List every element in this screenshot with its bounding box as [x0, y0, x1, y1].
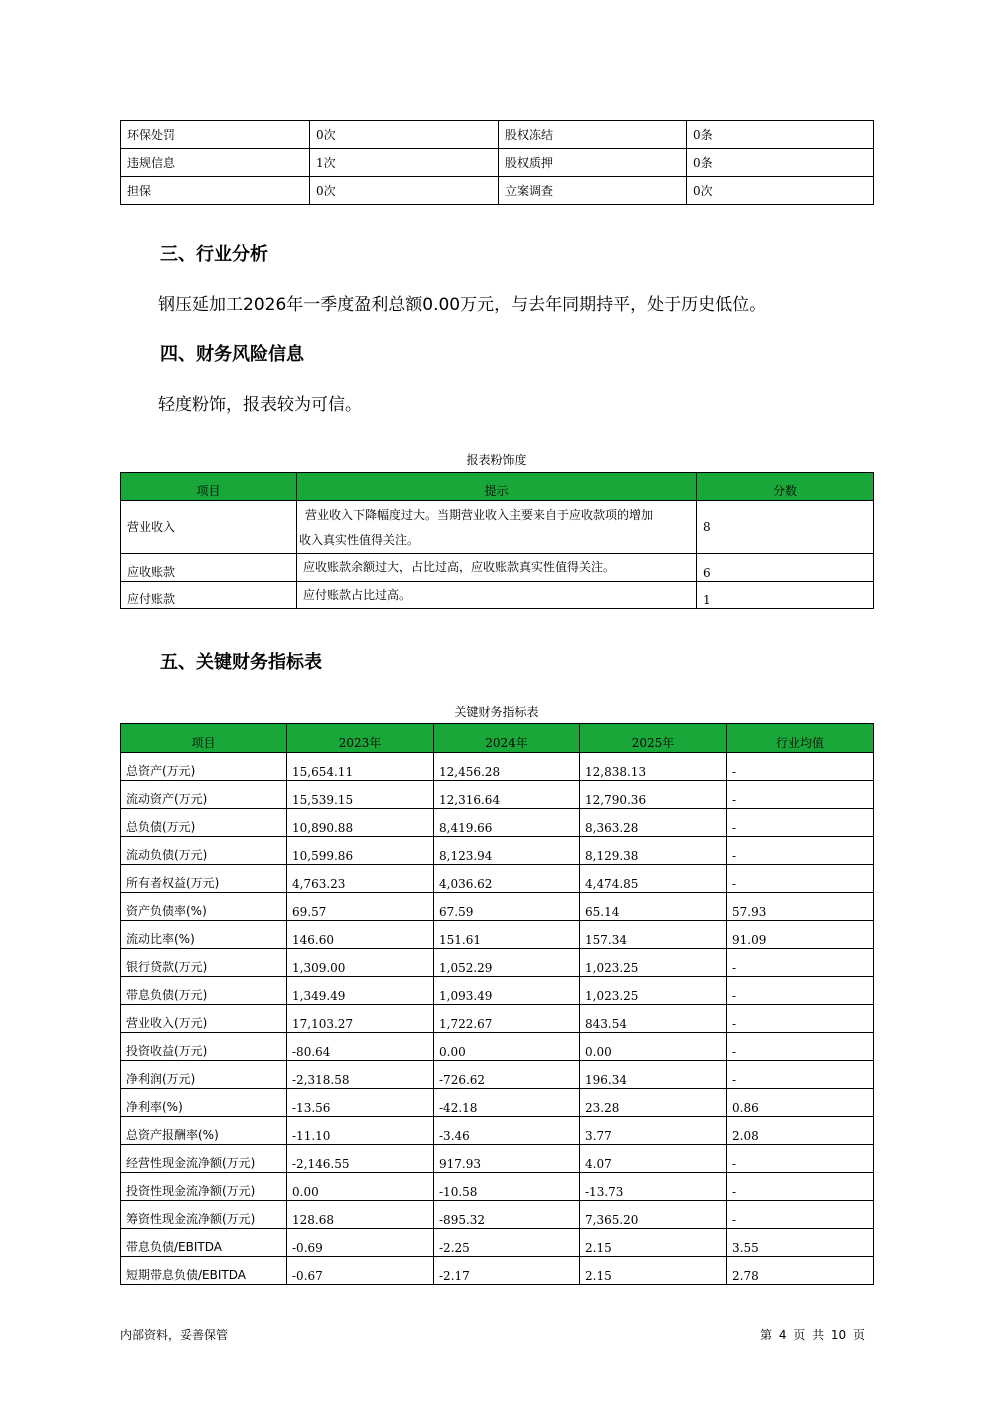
metric-value-cell: 10,599.86 [287, 837, 434, 865]
metric-value-cell: 8,123.94 [434, 837, 580, 865]
metric-value-cell: 1,052.29 [434, 949, 580, 977]
risk-row [121, 121, 874, 149]
metric-name-cell: 流动资产(万元) [121, 781, 287, 809]
metric-value-cell: 91.09 [727, 921, 874, 949]
metric-value-cell: 10,890.88 [287, 809, 434, 837]
metric-value-cell: 17,103.27 [287, 1005, 434, 1033]
metric-value-cell: -2.25 [434, 1229, 580, 1257]
fraud-hint-cell [297, 501, 697, 554]
metric-value-cell: -0.69 [287, 1229, 434, 1257]
risk-label-cell: 立案调查 [499, 177, 687, 205]
fraud-item-cell: 应收账款 [121, 554, 297, 582]
metric-value-cell: - [727, 1173, 874, 1201]
metric-value-cell: 4.07 [580, 1145, 727, 1173]
metric-name-cell: 经营性现金流净额(万元) [121, 1145, 287, 1173]
metric-value-cell: 15,539.15 [287, 781, 434, 809]
table-row [121, 977, 874, 1005]
risk-row [121, 177, 874, 205]
section-key-metrics-title: 五、关键财务指标表 [160, 652, 322, 673]
metric-value-cell: -2,318.58 [287, 1061, 434, 1089]
metric-value-cell: -42.18 [434, 1089, 580, 1117]
metric-name-cell: 流动比率(%) [121, 921, 287, 949]
fraud-score-cell: 6 [697, 554, 874, 582]
financial-metrics-table [120, 723, 874, 1285]
section-industry-title: 三、行业分析 [160, 244, 268, 265]
fraud-header-score: 分数 [697, 473, 874, 501]
fraud-table [120, 472, 874, 609]
metric-value-cell: 917.93 [434, 1145, 580, 1173]
risk-label-cell: 违规信息 [121, 149, 310, 177]
metric-name-cell: 总负债(万元) [121, 809, 287, 837]
metric-name-cell: 所有者权益(万元) [121, 865, 287, 893]
metric-value-cell: - [727, 753, 874, 781]
fraud-table-caption: 报表粉饰度 [466, 453, 527, 467]
metric-value-cell: - [727, 1033, 874, 1061]
metric-value-cell: 67.59 [434, 893, 580, 921]
metric-value-cell: -11.10 [287, 1117, 434, 1145]
fin-header-2023: 2023年 [287, 724, 434, 753]
table-row [121, 1145, 874, 1173]
metric-name-cell: 流动负债(万元) [121, 837, 287, 865]
metric-value-cell: - [727, 1005, 874, 1033]
metric-value-cell: 8,419.66 [434, 809, 580, 837]
metric-name-cell: 总资产报酬率(%) [121, 1117, 287, 1145]
metric-name-cell: 银行贷款(万元) [121, 949, 287, 977]
fraud-header-item: 项目 [121, 473, 297, 501]
fin-header-2025: 2025年 [580, 724, 727, 753]
metric-value-cell: - [727, 949, 874, 977]
metric-value-cell: 23.28 [580, 1089, 727, 1117]
metric-name-cell: 净利润(万元) [121, 1061, 287, 1089]
metric-value-cell: 4,036.62 [434, 865, 580, 893]
metric-value-cell: 12,838.13 [580, 753, 727, 781]
metric-value-cell: 0.00 [287, 1173, 434, 1201]
metric-value-cell: 65.14 [580, 893, 727, 921]
risk-value-cell: 0次 [310, 121, 499, 149]
metric-name-cell: 总资产(万元) [121, 753, 287, 781]
metric-value-cell: -2.17 [434, 1257, 580, 1285]
metric-value-cell: 1,349.49 [287, 977, 434, 1005]
metric-value-cell: - [727, 1061, 874, 1089]
metric-name-cell: 筹资性现金流净额(万元) [121, 1201, 287, 1229]
table-row [121, 893, 874, 921]
metric-value-cell: - [727, 809, 874, 837]
metric-value-cell: -2,146.55 [287, 1145, 434, 1173]
metric-name-cell: 短期带息负债/EBITDA [121, 1257, 287, 1285]
metric-value-cell: 128.68 [287, 1201, 434, 1229]
risk-summary-text: 轻度粉饰，报表较为可信。 [158, 395, 362, 415]
risk-label-cell: 担保 [121, 177, 310, 205]
fraud-hint-line: 收入真实性值得关注。 [299, 533, 420, 547]
metric-value-cell: 0.86 [727, 1089, 874, 1117]
fin-table-caption: 关键财务指标表 [454, 705, 539, 719]
metric-value-cell: 8,363.28 [580, 809, 727, 837]
metric-value-cell: 7,365.20 [580, 1201, 727, 1229]
metric-value-cell: 3.55 [727, 1229, 874, 1257]
metric-value-cell: 151.61 [434, 921, 580, 949]
metric-value-cell: 12,316.64 [434, 781, 580, 809]
risk-value-cell: 0次 [310, 177, 499, 205]
table-row [121, 949, 874, 977]
metric-value-cell: -726.62 [434, 1061, 580, 1089]
risk-info-table [120, 120, 874, 205]
metric-name-cell: 带息负债(万元) [121, 977, 287, 1005]
table-row [121, 1229, 874, 1257]
table-row [121, 865, 874, 893]
metric-value-cell: 843.54 [580, 1005, 727, 1033]
table-row [121, 781, 874, 809]
metric-value-cell: -0.67 [287, 1257, 434, 1285]
metric-value-cell: 2.15 [580, 1229, 727, 1257]
metric-name-cell: 资产负债率(%) [121, 893, 287, 921]
table-row [121, 1005, 874, 1033]
table-row [121, 1117, 874, 1145]
risk-value-cell: 1次 [310, 149, 499, 177]
metric-value-cell: 1,309.00 [287, 949, 434, 977]
metric-value-cell: 157.34 [580, 921, 727, 949]
metric-value-cell: - [727, 837, 874, 865]
fraud-hint-cell: 应收账款余额过大，占比过高，应收账款真实性值得关注。 [297, 554, 697, 582]
footer-page-number: 第 4 页 共 10 页 [760, 1328, 865, 1342]
fraud-item-cell: 营业收入 [121, 501, 297, 554]
risk-value-cell: 0条 [687, 149, 874, 177]
fraud-hint-line: 营业收入下降幅度过大。当期营业收入主要来自于应收款项的增加 [305, 508, 654, 522]
metric-value-cell: 4,763.23 [287, 865, 434, 893]
section-risk-title: 四、财务风险信息 [160, 344, 304, 365]
metric-value-cell: 57.93 [727, 893, 874, 921]
metric-value-cell: - [727, 1201, 874, 1229]
table-row [121, 1033, 874, 1061]
metric-value-cell: -895.32 [434, 1201, 580, 1229]
table-row [121, 1089, 874, 1117]
table-row [121, 1061, 874, 1089]
table-row [121, 753, 874, 781]
table-row [121, 921, 874, 949]
metric-value-cell: 1,023.25 [580, 977, 727, 1005]
fraud-hint-cell: 应付账款占比过高。 [297, 582, 697, 609]
metric-value-cell: 69.57 [287, 893, 434, 921]
metric-value-cell: - [727, 977, 874, 1005]
risk-label-cell: 股权冻结 [499, 121, 687, 149]
metric-value-cell: -80.64 [287, 1033, 434, 1061]
table-row [121, 1173, 874, 1201]
metric-name-cell: 投资收益(万元) [121, 1033, 287, 1061]
metric-value-cell: -13.73 [580, 1173, 727, 1201]
metric-value-cell: 3.77 [580, 1117, 727, 1145]
metric-value-cell: 2.08 [727, 1117, 874, 1145]
metric-name-cell: 净利率(%) [121, 1089, 287, 1117]
risk-label-cell: 环保处罚 [121, 121, 310, 149]
table-row [121, 809, 874, 837]
metric-value-cell: 196.34 [580, 1061, 727, 1089]
footer-confidential: 内部资料，妥善保管 [120, 1328, 229, 1342]
table-row [121, 837, 874, 865]
fin-header-2024: 2024年 [434, 724, 580, 753]
metric-value-cell: -13.56 [287, 1089, 434, 1117]
industry-analysis-text: 钢压延加工2026年一季度盈利总额0.00万元，与去年同期持平，处于历史低位。 [158, 295, 767, 315]
metric-value-cell: 8,129.38 [580, 837, 727, 865]
fraud-score-cell: 8 [697, 501, 874, 554]
fraud-header-hint: 提示 [297, 473, 697, 501]
metric-name-cell: 营业收入(万元) [121, 1005, 287, 1033]
metric-value-cell: 1,023.25 [580, 949, 727, 977]
metric-value-cell: 146.60 [287, 921, 434, 949]
metric-value-cell: 2.78 [727, 1257, 874, 1285]
fraud-item-cell: 应付账款 [121, 582, 297, 609]
metric-value-cell: 12,456.28 [434, 753, 580, 781]
metric-value-cell: -10.58 [434, 1173, 580, 1201]
metric-value-cell: - [727, 1145, 874, 1173]
metric-value-cell: 15,654.11 [287, 753, 434, 781]
metric-name-cell: 带息负债/EBITDA [121, 1229, 287, 1257]
metric-value-cell: 0.00 [580, 1033, 727, 1061]
fin-header-item: 项目 [121, 724, 287, 753]
metric-value-cell: - [727, 781, 874, 809]
fin-header-industry-avg: 行业均值 [727, 724, 874, 753]
table-row [121, 1201, 874, 1229]
metric-value-cell: 12,790.36 [580, 781, 727, 809]
risk-row [121, 149, 874, 177]
risk-label-cell: 股权质押 [499, 149, 687, 177]
risk-value-cell: 0次 [687, 177, 874, 205]
metric-value-cell: 4,474.85 [580, 865, 727, 893]
metric-value-cell: - [727, 865, 874, 893]
fraud-score-cell: 1 [697, 582, 874, 609]
metric-value-cell: 1,093.49 [434, 977, 580, 1005]
metric-name-cell: 投资性现金流净额(万元) [121, 1173, 287, 1201]
metric-value-cell: -3.46 [434, 1117, 580, 1145]
risk-value-cell: 0条 [687, 121, 874, 149]
metric-value-cell: 0.00 [434, 1033, 580, 1061]
table-row [121, 1257, 874, 1285]
metric-value-cell: 1,722.67 [434, 1005, 580, 1033]
metric-value-cell: 2.15 [580, 1257, 727, 1285]
